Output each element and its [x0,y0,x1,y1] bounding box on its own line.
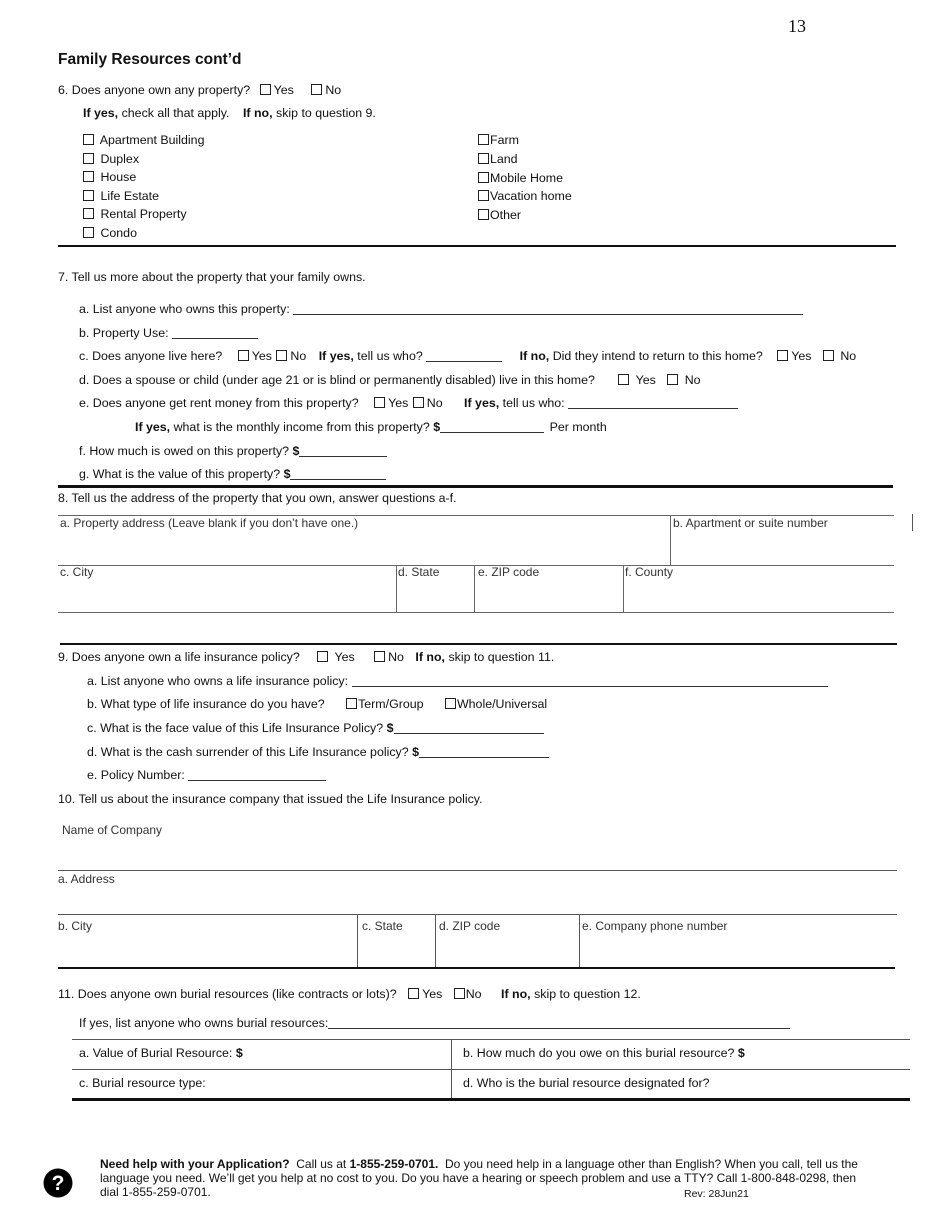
option-label: Other [490,208,521,222]
yes-label: Yes [251,349,272,363]
q9-if-no-text: skip to question 11. [448,650,555,664]
no-label: No [426,396,443,410]
q9-a-label: a. List anyone who owns a life insurance policy: [87,674,349,688]
q7-d-label: d. Does a spouse or child (under age 21 or is blind or permanently disabled) live in this home? [79,373,595,387]
q8-table-bottom [58,612,894,613]
q6-yes-checkbox[interactable] [260,84,271,95]
q8-d-label: d. State [398,565,440,579]
q6-question-row [58,83,341,97]
q7-e-row [79,396,738,410]
q7-c-if-yes: If yes, [318,349,354,363]
q7-d-no-checkbox[interactable] [667,374,678,385]
checkbox[interactable] [478,172,489,183]
q8-f-label: f. County [625,565,674,579]
q8-row-divider [58,565,894,566]
q9-a-input[interactable] [352,674,828,687]
question-icon [43,1168,73,1198]
q11-table-top [72,1039,910,1040]
q10-row-divider [58,870,897,871]
q11-list-row [79,1016,790,1030]
checkbox[interactable] [478,134,489,145]
q10-divider [435,914,436,968]
q7-e-yes-checkbox[interactable] [374,397,385,408]
q9-d-dollar: $ [412,745,419,759]
q11-no-checkbox[interactable] [454,988,465,999]
q8-divider [396,565,397,613]
q7-c-row [79,349,856,363]
q7-b-label: b. Property Use: [79,326,169,340]
q6-option-left-1[interactable] [83,152,139,166]
checkbox[interactable] [478,209,489,220]
svg-text:?: ? [51,1172,65,1195]
q11-a-dollar: $ [235,1046,243,1060]
q9-d-input[interactable] [419,745,549,758]
q9-d-row [87,745,549,759]
q6-option-left-0[interactable] [83,133,204,147]
q6-option-right-1[interactable] [478,152,518,166]
q7-c-if-no-text: Did they intend to return to this home? [552,349,763,363]
q7-e-label: e. Does anyone get rent money from this property? [79,396,359,410]
q6-option-right-4[interactable] [478,208,521,222]
section-title: Family Resources cont’d [58,51,242,68]
q8-a-label: a. Property address (Leave blank if you don’t have one.) [60,516,359,530]
q7-g-dollar: $ [283,467,291,481]
checkbox[interactable] [478,190,489,201]
q7-c-yes-checkbox[interactable] [238,350,249,361]
q9-c-dollar: $ [386,721,394,735]
option-label: Farm [490,133,519,147]
q7-a-input[interactable] [293,302,803,315]
q11-if-no: If no, [501,987,531,1001]
option-label: Condo [100,226,137,240]
no-label: No [840,349,857,363]
q6-option-right-2[interactable] [478,171,563,185]
q11-if-no-text: skip to question 12. [534,987,641,1001]
q11-question: 11. Does anyone own burial resources (like contracts or lots)? [58,987,397,1001]
q9-yes-checkbox[interactable] [317,651,328,662]
q11-yes-checkbox[interactable] [408,988,419,999]
checkbox[interactable] [83,171,94,182]
q9-term-checkbox[interactable] [346,698,357,709]
footer-line3: dial 1-855-259-0701. [100,1185,211,1199]
divider [60,643,897,645]
q8-divider [623,565,624,613]
yes-label: Yes [635,373,656,387]
q6-if-no-text: skip to question 9. [276,106,376,120]
footer-help-bold: Need help with your Application? [100,1157,290,1171]
q7-income-row [135,420,607,434]
q6-instructions [83,106,376,120]
q6-option-right-0[interactable] [478,133,519,147]
q10-divider [579,914,580,968]
q7-c-yes2-checkbox[interactable] [777,350,788,361]
q7-question: 7. Tell us more about the property that your family owns. [58,270,366,284]
revision-date: Rev: 28Jun21 [684,1188,749,1200]
q10-d-label: d. ZIP code [439,919,501,933]
q9-e-row [87,768,326,782]
help-icon-wrap [43,1168,73,1201]
q11-c-label: c. Burial resource type: [79,1076,206,1090]
q7-d-row [79,373,701,387]
q9-whole-checkbox[interactable] [445,698,456,709]
q6-if-no: If no, [242,106,273,120]
q8-b-label: b. Apartment or suite number [673,516,828,530]
q7-f-dollar: $ [292,444,300,458]
q7-a-label: a. List anyone who owns this property: [79,302,290,316]
q6-no-label: No [325,83,342,97]
checkbox[interactable] [83,134,94,145]
q7-g-input[interactable] [290,467,386,480]
yes-label: Yes [422,987,443,1001]
q9-no-checkbox[interactable] [374,651,385,662]
q7-c-label: c. Does anyone live here? [79,349,223,363]
q6-option-left-3[interactable] [83,189,159,203]
yes-label: Yes [791,349,812,363]
no-label: No [465,987,482,1001]
yes-label: Yes [388,396,409,410]
q7-b-input[interactable] [172,326,258,339]
q11-list-input[interactable] [328,1016,790,1029]
q7-c-if-no: If no, [519,349,550,363]
divider [58,485,893,488]
no-label: No [684,373,701,387]
q10-row-divider [58,914,897,915]
q7-c-no2-checkbox[interactable] [823,350,834,361]
q9-e-input[interactable] [188,768,326,781]
q7-per-month: Per month [549,420,607,434]
q8-e-label: e. ZIP code [478,565,540,579]
checkbox[interactable] [83,208,94,219]
q6-no-checkbox[interactable] [311,84,322,95]
q11-d-label: d. Who is the burial resource designated for? [463,1076,710,1090]
q7-c-if-yes-text: tell us who? [357,349,423,363]
q7-g-row [79,467,386,481]
q9-c-row [87,721,544,735]
q9-d-label: d. What is the cash surrender of this Life Insurance policy? [87,745,409,759]
q6-option-left-5[interactable] [83,226,137,240]
q10-e-label: e. Company phone number [582,919,728,933]
q10-c-label: c. State [362,919,403,933]
footer-line1-rest: Do you need help in a language other than English? When you call, tell us the [445,1157,858,1171]
q9-a-row [87,674,828,688]
q11-a-label: a. Value of Burial Resource: [79,1046,233,1060]
q7-b-row [79,326,258,340]
q8-c-label: c. City [60,565,94,579]
q10-question: 10. Tell us about the insurance company that issued the Life Insurance policy. [58,792,483,806]
q7-income-if-yes: If yes, [135,420,171,434]
q10-name-label: Name of Company [62,823,163,837]
q11-list-label: If yes, list anyone who owns burial resources: [79,1016,329,1030]
footer-line2: language you need. We’ll get you help at no cost to you. Do you have a hearing or speech problem and use a TTY? Call 1-800-848-0298, then [100,1171,857,1185]
checkbox[interactable] [83,153,94,164]
q9-if-no: If no, [415,650,445,664]
option-label: Life Estate [100,189,160,203]
q7-c-no-checkbox[interactable] [276,350,287,361]
q11-row-divider [72,1069,910,1070]
divider [58,245,896,247]
q6-option-left-2[interactable] [83,170,136,184]
q10-divider [357,914,358,968]
q7-e-who-input[interactable] [568,396,738,409]
option-label: Mobile Home [490,171,563,185]
q7-a-row [79,302,803,316]
q6-if-yes-text: check all that apply. [121,106,230,120]
checkbox[interactable] [83,190,94,201]
q9-c-label: c. What is the face value of this Life Insurance Policy? [87,721,384,735]
q11-b-dollar: $ [737,1046,745,1060]
q9-b-label: b. What type of life insurance do you have? [87,697,325,711]
no-label: No [388,650,404,664]
q6-if-yes: If yes, [83,106,119,120]
q6-question: 6. Does anyone own any property? [58,83,251,97]
q7-e-if-yes-text: tell us who: [502,396,565,410]
q7-e-if-yes: If yes, [464,396,500,410]
q7-income-dollar: $ [433,420,441,434]
q10-b-label: b. City [58,919,93,933]
yes-label: Yes [334,650,355,664]
option-label: Duplex [100,152,140,166]
divider [58,967,895,969]
margin-mark [912,514,913,531]
q9-b-row [87,697,547,711]
q7-income-text: what is the monthly income from this property? [173,420,430,434]
option-label: Apartment Building [99,133,205,147]
option-label: Vacation home [490,189,572,203]
q6-option-left-4[interactable] [83,207,187,221]
q11-question-row [58,987,641,1001]
footer-help-text [100,1157,900,1199]
q9-e-label: e. Policy Number: [87,768,185,782]
checkbox[interactable] [83,227,94,238]
q7-d-yes-checkbox[interactable] [618,374,629,385]
q8-divider [670,515,671,565]
option-label: Rental Property [100,207,187,221]
whole-label: Whole/Universal [456,697,548,711]
no-label: No [290,349,307,363]
q10-a-label: a. Address [58,872,115,886]
q11-table-bottom [72,1098,910,1101]
q7-f-label: f. How much is owed on this property? [79,444,290,458]
q11-b-cell [463,1046,745,1060]
footer-phone: 1-855-259-0701. [349,1157,439,1171]
option-label: Land [490,152,518,166]
q7-f-input[interactable] [299,444,387,457]
q9-question-row [58,650,554,664]
q11-a-cell [79,1046,243,1060]
page-number: 13 [788,16,806,36]
q7-c-who-input[interactable] [426,349,502,362]
q7-e-no-checkbox[interactable] [413,397,424,408]
q7-g-label: g. What is the value of this property? [79,467,281,481]
q8-divider [474,565,475,613]
q8-question: 8. Tell us the address of the property that you own, answer questions a-f. [58,491,457,505]
q6-yes-label: Yes [273,83,294,97]
footer-call-text: Call us at [296,1157,347,1171]
q7-income-input[interactable] [440,420,544,433]
checkbox[interactable] [478,153,489,164]
q6-option-right-3[interactable] [478,189,572,203]
term-label: Term/Group [358,697,424,711]
q9-c-input[interactable] [394,721,544,734]
q7-f-row [79,444,387,458]
q9-question: 9. Does anyone own a life insurance policy? [58,650,300,664]
q11-b-label: b. How much do you owe on this burial resource? [463,1046,735,1060]
option-label: House [100,170,137,184]
